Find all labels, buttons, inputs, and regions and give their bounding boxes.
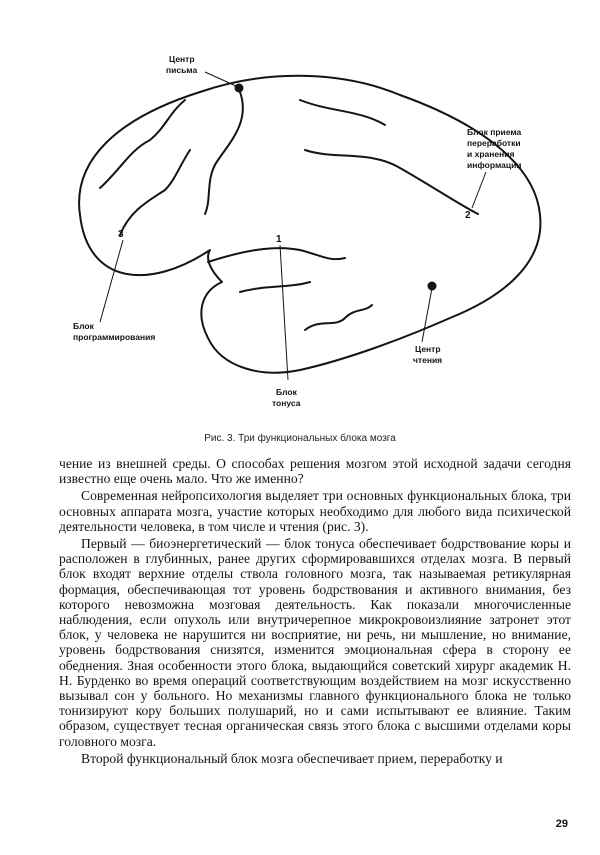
leader-block1 xyxy=(280,245,288,380)
label-num1: 1 xyxy=(276,234,282,245)
paragraph: Второй функциональный блок мозга обеспечивает прием, переработку и xyxy=(81,750,503,766)
brain-outline xyxy=(79,76,540,373)
sulcus-temporal-2 xyxy=(240,282,310,292)
label-block2-4: информации xyxy=(467,160,522,170)
sulcus-parietal-2 xyxy=(300,100,385,125)
label-block1-2: тонуса xyxy=(272,398,301,408)
label-reading-center-1: Центр xyxy=(415,344,441,354)
paragraph: Современная нейропсихология выделяет три основных функциональных блока, три основных аппарата мозга, участие которых необходимо для любого вида психической деятельности человека, в том числе и чтения (рис. 3). xyxy=(59,488,571,534)
label-block2-1: Блок приема xyxy=(467,127,522,137)
sulcus-frontal-2 xyxy=(120,150,190,235)
label-block2-2: переработки xyxy=(467,138,521,148)
label-block1-1: Блок xyxy=(276,387,297,397)
leader-reading-center xyxy=(422,288,432,342)
page-number: 29 xyxy=(555,818,568,830)
paragraph: Первый — биоэнергетический — блок тонуса обеспечивает бодрствование коры и расположен в глубинных, ранее других сформировавшихся отделах мозга. В первый блок входят верхние отделы ствола головного мозга, так называемая ретикулярная формация, обеспечивающая тот уровень бодрствования и активного внимания, без которого невозможна мозговая деятельность. Как показали многочисленные наблюдения, если опухоль или внутричерепное микрокровоизлияние затронет этот блок, у человека не нарушится ни восприятие, ни речь, ни мышление, но внимание, уровень бодрствования снизятся, изменится эмоциональная сфера в сторону ее обеднения. Зная особенности этого блока, выдающийся советский хирург академик Н. Н. Бурденко во время операций соответствующим воздействием на мозг искусственно вызывал сон у больного. Но механизмы главного функционального блока не только тонизируют кору больших полушарий, но и сами испытывают ее влияние. Таким образом, существует тесная органическая связь этого блока с высшими отделами коры головного мозга. xyxy=(59,536,571,749)
writing-center-dot xyxy=(235,84,244,93)
label-writing-center-2: письма xyxy=(166,65,198,75)
leader-block2 xyxy=(472,172,486,208)
leader-writing-center xyxy=(205,72,236,86)
label-num2: 2 xyxy=(465,210,471,221)
sulcus-parietal xyxy=(305,150,478,214)
sulcus-central xyxy=(205,92,243,214)
label-block2-3: и хранения xyxy=(467,149,515,159)
body-text xyxy=(59,456,571,768)
figure-caption: Рис. 3. Три функциональных блока мозга xyxy=(204,433,396,444)
sulcus-lateral xyxy=(208,248,345,262)
label-reading-center-2: чтения xyxy=(413,355,443,365)
label-num3: 3 xyxy=(118,229,124,240)
label-block3-1: Блок xyxy=(73,321,94,331)
leader-block3 xyxy=(100,240,123,322)
sulcus-temporal xyxy=(305,305,372,330)
sulcus-frontal xyxy=(100,100,185,188)
label-writing-center-1: Центр xyxy=(169,54,195,64)
label-block3-2: программирования xyxy=(73,332,156,342)
paragraph: чение из внешней среды. О способах решения мозгом этой исходной задачи сегодня известно еще очень мало. Что же именно? xyxy=(59,456,571,487)
